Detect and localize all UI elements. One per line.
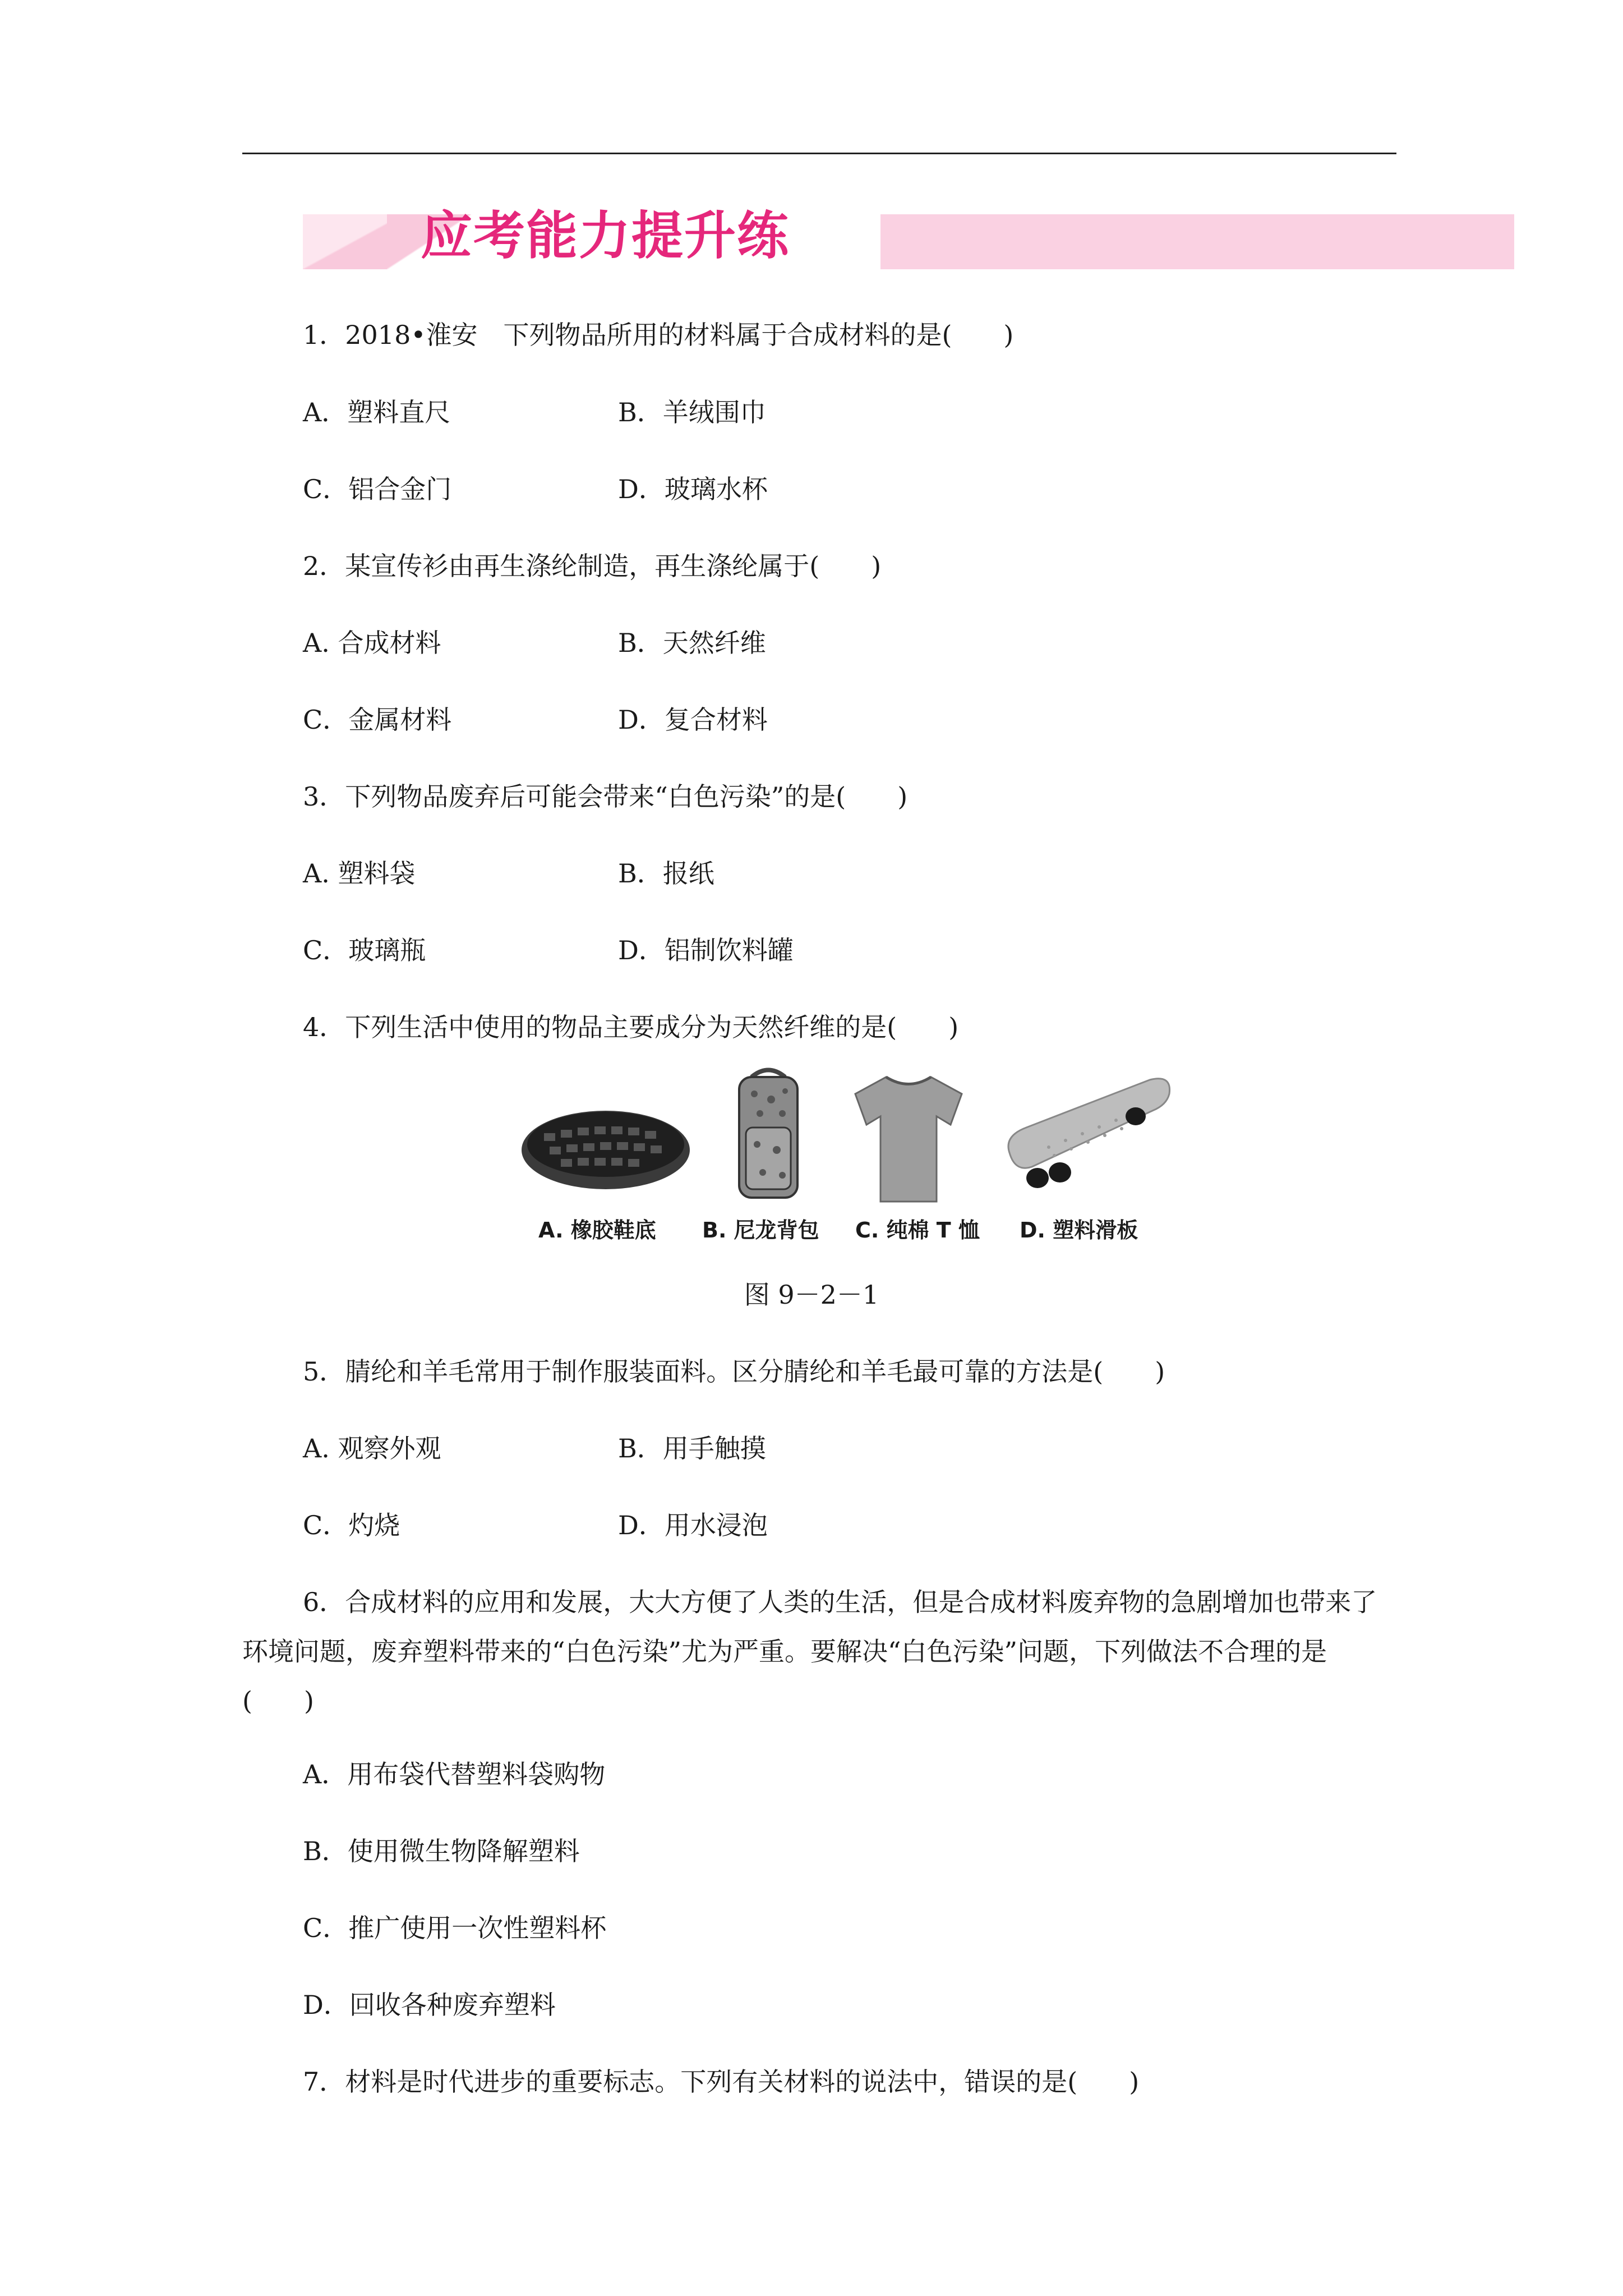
figure-label: 图 9－2－1 <box>744 1280 879 1310</box>
question-1: 1．2018•淮安 下列物品所用的材料属于合成材料的是( ) <box>303 320 1014 350</box>
question-3: 3．下列物品废弃后可能会带来“白色污染”的是( ) <box>303 781 908 812</box>
figure-9-2-1 <box>505 1066 1178 1251</box>
q5-option-d: D．用水浸泡 <box>618 1510 768 1540</box>
q2-option-d: D．复合材料 <box>618 705 768 735</box>
shoe-sole-image <box>516 1088 695 1200</box>
q2-option-b: B．天然纤维 <box>618 628 766 658</box>
q3-option-b: B．报纸 <box>618 858 714 889</box>
tshirt-image <box>847 1071 970 1206</box>
skateboard-image <box>998 1069 1178 1198</box>
q3-option-a: A. 塑料袋 <box>303 858 416 889</box>
q6-option-b: B．使用微生物降解塑料 <box>303 1836 580 1866</box>
figure-caption-a: A. 橡胶鞋底 <box>538 1218 656 1243</box>
question-2: 2．某宣传衫由再生涤纶制造，再生涤纶属于( ) <box>303 551 882 581</box>
figure-caption-c: C. 纯棉 T 恤 <box>855 1218 980 1243</box>
section-title: 应考能力提升练 <box>421 206 790 266</box>
q3-option-d: D．铝制饮料罐 <box>618 935 794 965</box>
question-7: 7．材料是时代进步的重要标志。下列有关材料的说法中，错误的是( ) <box>303 2067 1140 2097</box>
q1-option-d: D．玻璃水杯 <box>618 474 768 504</box>
question-4: 4．下列生活中使用的物品主要成分为天然纤维的是( ) <box>303 1012 959 1042</box>
banner-band-right <box>880 214 1514 269</box>
q6-option-c: C．推广使用一次性塑料杯 <box>303 1913 607 1943</box>
q6-option-d: D．回收各种废弃塑料 <box>303 1990 556 2020</box>
q2-option-a: A. 合成材料 <box>303 628 441 658</box>
question-6: 6．合成材料的应用和发展，大大方便了人类的生活，但是合成材料废弃物的急剧增加也带来了环境问题，废弃塑料带来的“白色污染”尤为严重。要解决“白色污染”问题，下列做法不合理的是( ) <box>242 1587 1377 1716</box>
q5-option-a: A. 观察外观 <box>303 1433 441 1464</box>
q2-option-c: C．金属材料 <box>303 705 452 735</box>
q6-option-a: A．用布袋代替塑料袋购物 <box>303 1759 606 1789</box>
q1-option-b: B．羊绒围巾 <box>618 397 766 427</box>
q1-option-c: C．铝合金门 <box>303 474 452 504</box>
question-5: 5．腈纶和羊毛常用于制作服装面料。区分腈纶和羊毛最可靠的方法是( ) <box>303 1356 1165 1387</box>
figure-caption-d: D. 塑料滑板 <box>1020 1218 1138 1243</box>
header-rule <box>242 153 1396 154</box>
q1-option-a: A．塑料直尺 <box>303 397 451 427</box>
section-banner <box>303 208 1514 269</box>
q5-option-c: C．灼烧 <box>303 1510 400 1540</box>
q3-option-c: C．玻璃瓶 <box>303 935 426 965</box>
q5-option-b: B．用手触摸 <box>618 1433 766 1464</box>
backpack-image <box>729 1066 808 1206</box>
figure-caption-b: B. 尼龙背包 <box>702 1218 819 1243</box>
